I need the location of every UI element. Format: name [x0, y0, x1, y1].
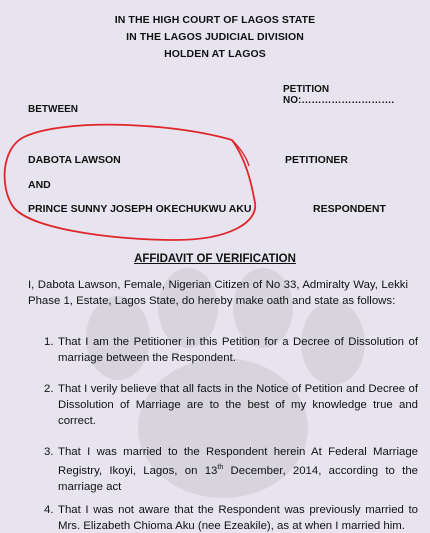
court-heading-line-2: IN THE LAGOS JUDICIAL DIVISION	[126, 31, 304, 43]
item-text: That I am the Petitioner in this Petition for a Decree of Dissolution of marriage between the Respondent.	[58, 336, 418, 364]
item-number: 2.	[44, 383, 54, 395]
list-item	[44, 381, 418, 429]
list-item	[44, 502, 418, 533]
between-label: BETWEEN	[28, 104, 78, 115]
item-number: 4.	[44, 504, 54, 516]
list-item	[44, 444, 418, 495]
petitioner-role: PETITIONER	[285, 154, 349, 166]
court-heading-line-3: HOLDEN AT LAGOS	[164, 48, 266, 60]
item-text: That I verily believe that all facts in the Notice of Petition and Decree of Dissolution of Marriage are to the best of my knowledge true and correct.	[58, 383, 418, 427]
item-text: That I was not aware that the Respondent was previously married to Mrs. Elizabeth Chioma Aku (nee Ezeakile), as at when I married him.	[58, 504, 418, 532]
list-item	[44, 334, 418, 366]
item-number: 3.	[44, 446, 54, 458]
intro-paragraph: I, Dabota Lawson, Female, Nigerian Citizen of No 33, Admiralty Way, Lekki Phase 1, Estate, Lagos State, do hereby make oath and state as follows:	[28, 279, 408, 307]
court-heading-line-1: IN THE HIGH COURT OF LAGOS STATE	[114, 14, 316, 26]
petitioner-name: DABOTA LAWSON	[28, 154, 121, 166]
respondent-name: PRINCE SUNNY JOSEPH OKECHUKWU AKU	[28, 203, 252, 215]
affidavit-title: AFFIDAVIT OF VERIFICATION	[134, 253, 296, 265]
respondent-role: RESPONDENT	[313, 203, 386, 215]
item-number: 1.	[44, 336, 54, 348]
item-text: That I was married to the Respondent herein At Federal Marriage Registry, Ikoyi, Lagos, on 13th December, 2014, according to the marriage act	[58, 446, 418, 493]
and-label: AND	[28, 179, 51, 191]
petition-number: PETITION NO:……………………….	[283, 84, 395, 106]
